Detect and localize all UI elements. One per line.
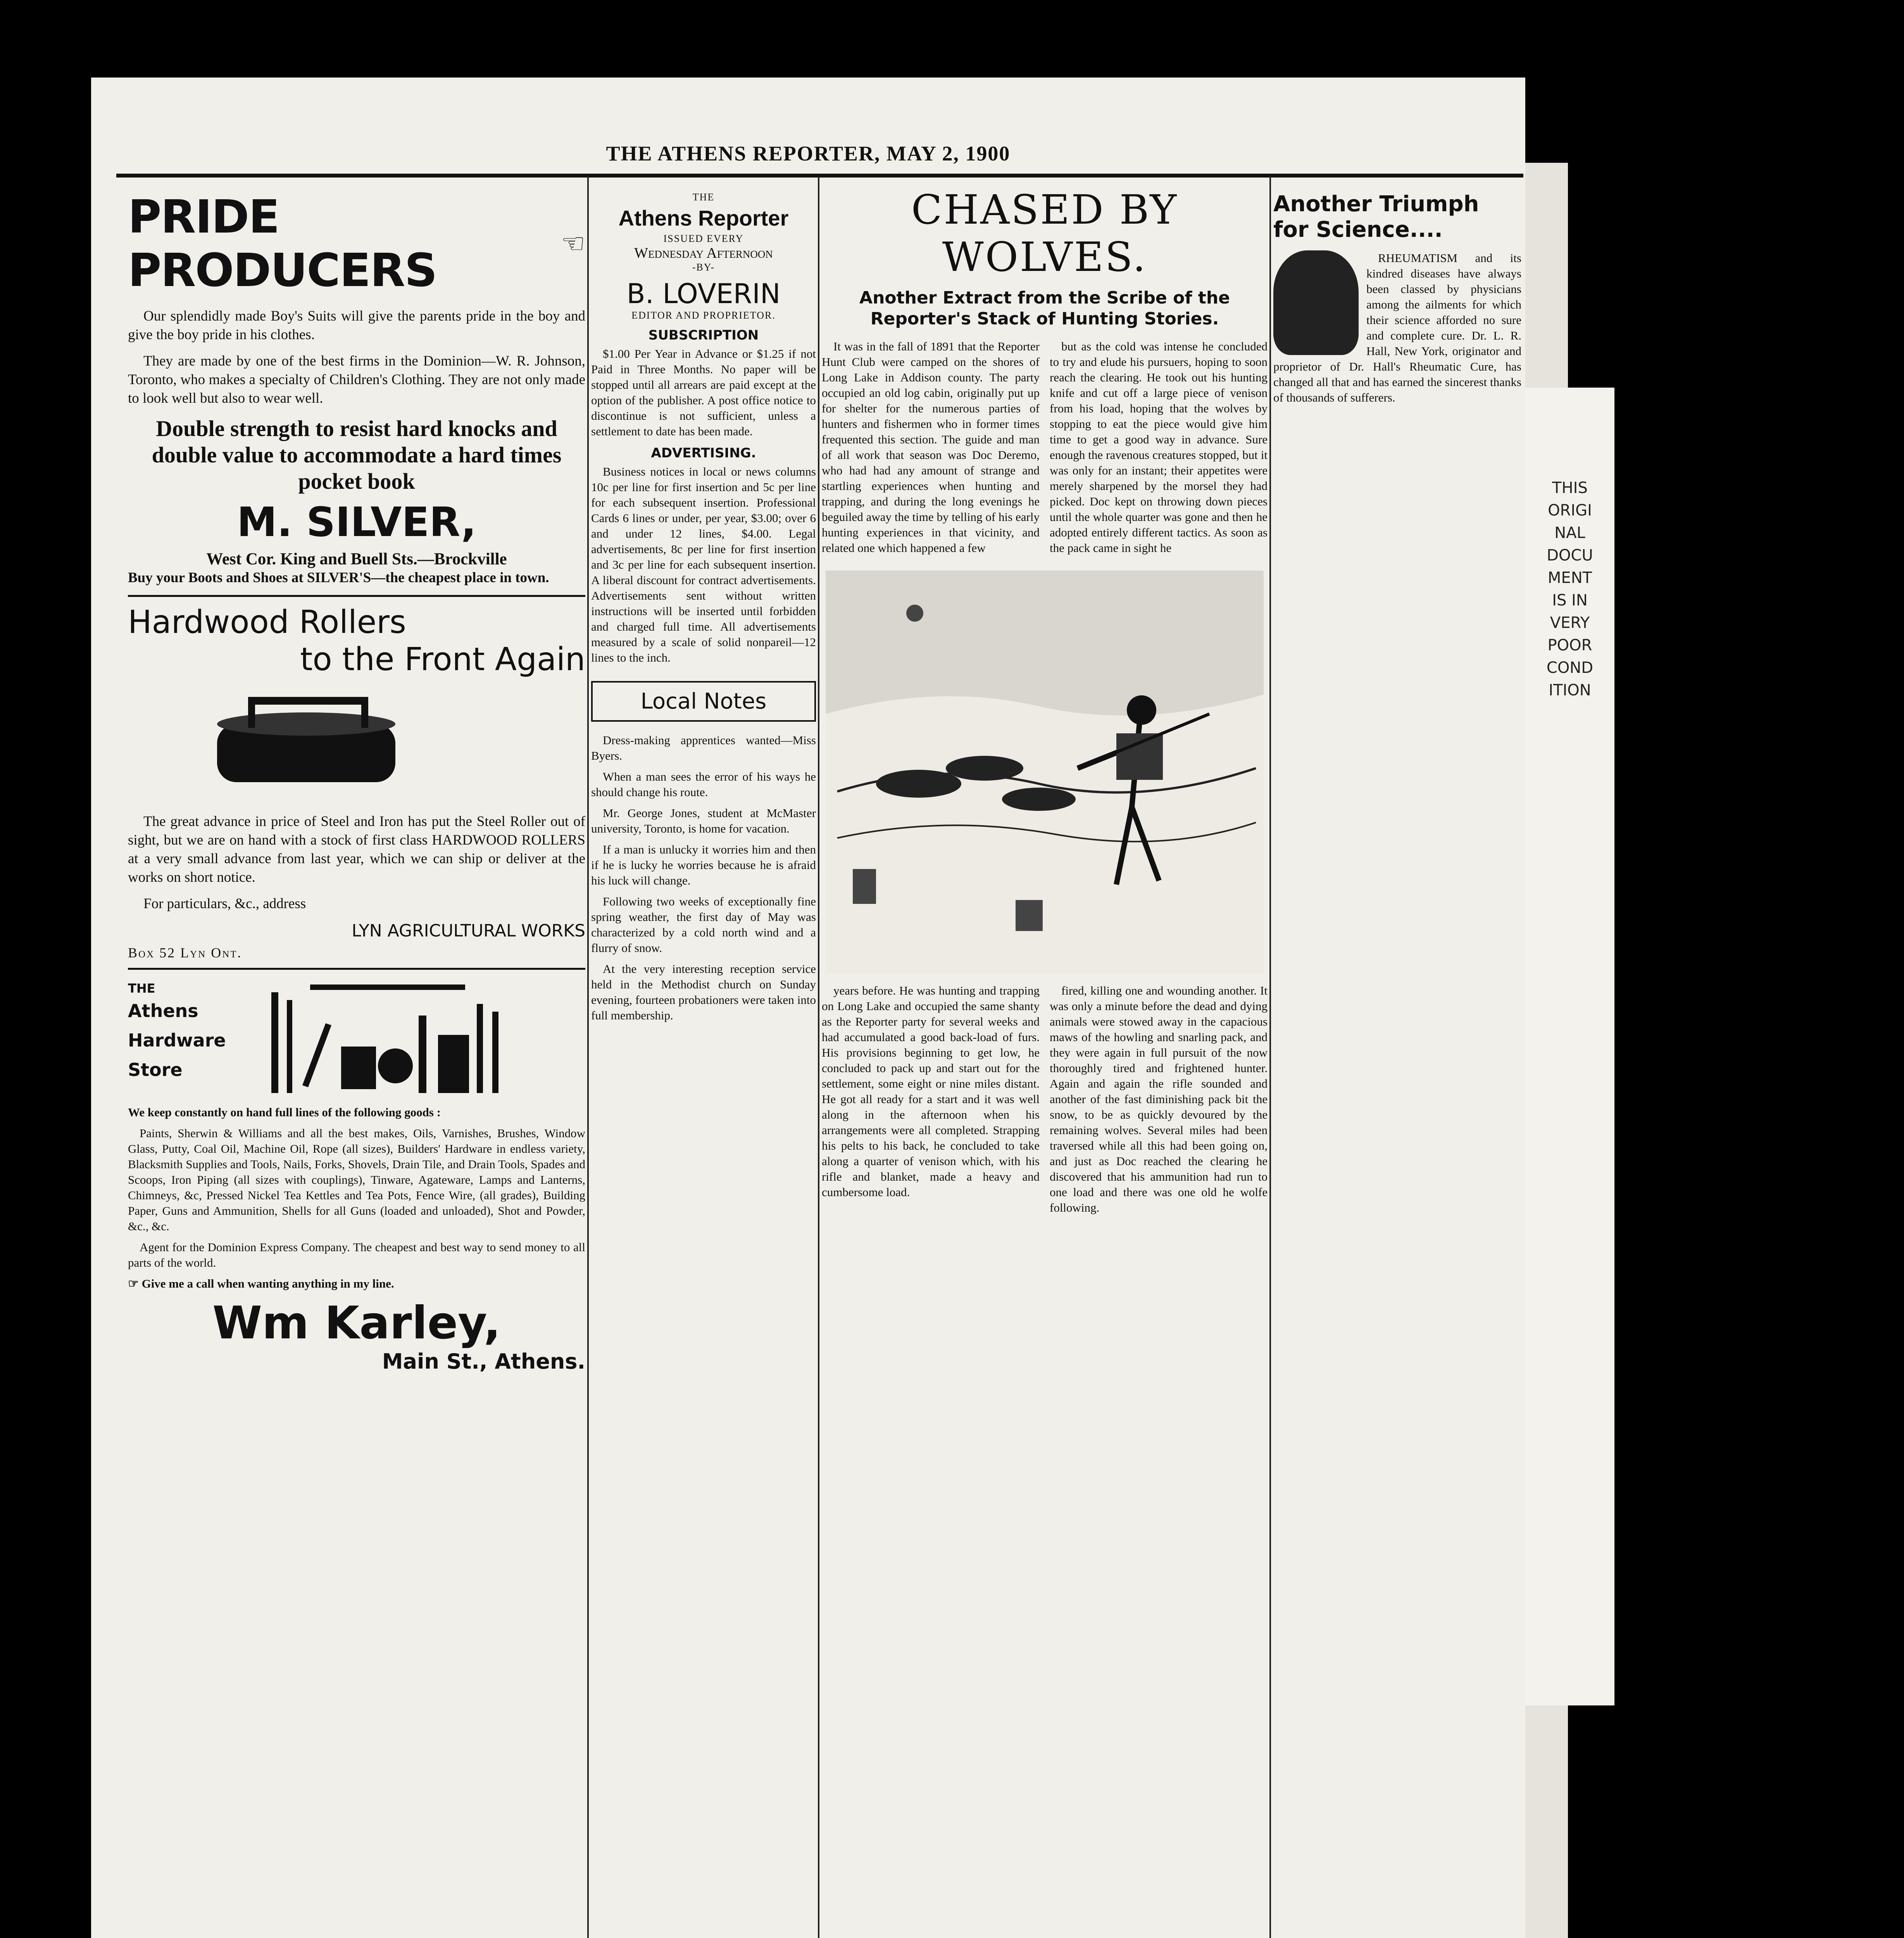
rollers-particulars: For particulars, &c., address [143, 896, 306, 912]
story-bottom-columns [822, 983, 1268, 1221]
local-notes-head: Local Notes [591, 681, 816, 722]
triumph-head-1: Another Triumph [1273, 191, 1479, 217]
subscription-head: SUBSCRIPTION [648, 328, 759, 343]
column-rule [587, 176, 589, 1938]
column-ads-left [128, 182, 585, 1938]
advertising-head: ADVERTISING. [651, 445, 756, 461]
condition-notice-strip [1525, 388, 1614, 1705]
hardware-call: ☞ Give me a call when wanting anything in my line. [128, 1277, 394, 1290]
lyn-works-name: LYN AGRICULTURAL WORKS [352, 921, 585, 941]
wm-karley-street: Main St., Athens. [382, 1349, 585, 1374]
column-wolves-story [822, 182, 1268, 1938]
local-note: Mr. George Jones, student at McMaster university, Toronto, is home for vacation. [591, 806, 816, 835]
masthead-rule [116, 174, 1523, 178]
hardware-tools-icon [264, 977, 512, 1105]
column-reporter-info [591, 182, 816, 1938]
hardware-intro: We keep constantly on hand full lines of the following goods : [128, 1105, 441, 1119]
editor-sub: EDITOR AND PROPRIETOR. [631, 310, 776, 321]
m-silver-address: West Cor. King and Buell Sts.—Brockville [206, 550, 507, 568]
local-note: If a man is unlucky it worries him and then if he is lucky he worries because he is afraid his luck will change. [591, 843, 816, 887]
wm-karley-name: Wm Karley, [212, 1297, 501, 1349]
pointing-hand-icon: ☞ [128, 1277, 139, 1290]
local-note: Dress-making apprentices wanted—Miss Byers. [591, 733, 816, 762]
reporter-day: Wednesday Afternoon [634, 245, 773, 261]
wolves-illustration [822, 567, 1268, 978]
reporter-the: THE [692, 191, 715, 203]
m-silver-name: M. SILVER, [237, 498, 476, 546]
lyn-box: Box 52 Lyn Ont. [128, 945, 242, 960]
local-note: Following two weeks of exceptionally fine spring weather, the first day of May was characterized by a cold north wind and a flurry of snow. [591, 895, 816, 955]
rollers-body: The great advance in price of Steel and Iron has put the Steel Roller out of sight, but we are on hand with a stock of first class HARDWOOD ROLLERS at a very small advance from last year, which we can ship or deliver at the works on short notice. [128, 814, 585, 885]
dr-hall-portrait-icon [1273, 250, 1359, 355]
story-para: years before. He was hunting and trapping on Long Lake and occupied the same shanty as the Reporter party for several weeks and had accumulated a good back-load of furs. His provisions beginning to get low, he concluded to pack up and start out for the settlement, some eight or nine miles distant. He got all ready for a start and it was well along in the afternoon when his arrangements were all completed. Strapping his pelts to his back, he concluded to take along a quarter of venison which, with his rifle and blanket, made a heavy and cumbersome load. [822, 984, 1040, 1199]
wolves-hunter-icon [822, 567, 1268, 978]
column-right-ads [1273, 182, 1521, 1938]
pride-producers-title: PRIDE PRODUCERS [128, 190, 437, 297]
roller-image-icon [202, 689, 419, 794]
column-rule [1269, 176, 1271, 1938]
story-para: fired, killing one and wounding another. It was only a minute before the dead and dying animals were stowed away in the capacious maws of the howling and snarling pack, and they were again in full pursuit of the now thoroughly tired and frightened hunter. Again and again the rifle sounded and another of the fast diminishing pack bit the snow, to be as quickly devoured by the remaining wolves. Several miles had been traversed while all this had been going on, and just as Doc reached the clearing he discovered that his ammunition had run to one load and there was one old he wolfe following. [1050, 984, 1268, 1214]
reporter-by: -BY- [692, 262, 715, 273]
advertising-text: Business notices in local or news columns 10c per line for first insertion and 5c per line for each subsequent insertion. Professional Cards 6 lines or under, per year, $3.00; over 6 and under 12 lines, $4.00. Legal advertisements, 8c per line for first insertion and 3c per line for each subsequent insertion. A liberal discount for contract advertisements. Advertisements sent without written instructions will be inserted until forbidden and charged full time. All advertisements measured by a scale of solid nonpareil—12 lines to the inch. [591, 465, 816, 664]
hardware-store-name: THE Athens Hardware Store [128, 981, 226, 1080]
rollers-title-2: to the Front Again [300, 641, 585, 678]
hardware-store-ad [128, 977, 585, 1105]
reporter-name: Athens Reporter [618, 206, 789, 230]
rollers-title-1: Hardwood Rollers [128, 604, 406, 641]
divider [128, 968, 585, 970]
pointing-hand-icon: ☜ [561, 229, 585, 259]
hardware-goods: Paints, Sherwin & Williams and all the best makes, Oils, Varnishes, Brushes, Window Glass, Putty, Coal Oil, Machine Oil, Rope (all sizes), Builders' Hardware in endless variety, Blacksmith Supplies and Tools, Nails, Forks, Shovels, Drain Tile, and Drain Tools, Spades and Scoops, Iron Piping (all sizes with couplings), Tinware, Agateware, Lamps and Lanterns, Chimneys, &c, Pressed Nickel Tea Kettles and Tea Pots, Fence Wire, (all grades), Building Paper, Guns and Ammunition, Shells for all Guns (loaded and unloaded), Shot and Powder, &c., &c. [128, 1126, 585, 1233]
subscription-text: $1.00 Per Year in Advance or $1.25 if not Paid in Three Months. No paper will be stopped until all arrears are paid except at the option of the publisher. A post office notice to discontinue is not sufficient, unless a settlement to date has been made. [591, 347, 816, 438]
editor-name: B. LOVERIN [626, 278, 781, 310]
story-top-columns [822, 339, 1268, 561]
triumph-head-2: for Science.... [1273, 217, 1443, 242]
story-para: but as the cold was intense he concluded to try and elude his pursuers, hoping to soon reach the clearing. He took out his hunting knife and cut off a large piece of venison from his load, hoping that the wolves by stopping to eat the piece would give him time to get a good way in advance. Sure enough the ravenous creatures stopped, but it was only for an instant; their appetites were merely sharpened by the morsel they had picked. Doc kept on throwing down pieces until the whole quarter was gone and then he adopted entirely different tactics. As soon as the pack came in sight he [1050, 340, 1268, 555]
roller-illustration [128, 689, 585, 802]
local-note: When a man sees the error of his ways he should change his route. [591, 770, 816, 799]
hardware-agent: Agent for the Dominion Express Company. The cheapest and best way to send money to all parts of the world. [128, 1240, 585, 1269]
condition-notice-text: THIS ORIGINAL DOCUMENT IS IN VERY POOR CONDITION [1546, 479, 1594, 699]
m-silver-boots: Buy your Boots and Shoes at SILVER'S—the cheapest place in town. [128, 570, 549, 586]
pride-para: Our splendidly made Boy's Suits will give the parents pride in the boy and give the boy pride in his clothes. [128, 308, 585, 343]
pride-tagline: Double strength to resist hard knocks and double value to accommodate a hard times pocket book [152, 416, 562, 494]
story-title: CHASED BY WOLVES. [911, 186, 1178, 281]
local-note: At the very interesting reception service held in the Methodist church on Sunday evening, fourteen probationers were taken into full membership. [591, 962, 816, 1022]
story-para: It was in the fall of 1891 that the Reporter Hunt Club were camped on the shores of Long Lake in Addison county. The party occupied an old log cabin, originally put up for shelter for the numerous parties of hunters and fishermen who in former times frequented this section. The guide and man of all work that season was Doc Deremo, who had had any amount of strange and startling experiences when hunting and trapping, and during the long evenings he beguiled away the time by telling of his early hunting experiences in that vicinity, and related one which happened a few [822, 340, 1040, 555]
story-subtitle: Another Extract from the Scribe of the Reporter's Stack of Hunting Stories. [859, 288, 1230, 329]
masthead: THE ATHENS REPORTER, MAY 2, 1900 [606, 142, 1011, 165]
reporter-issued: ISSUED EVERY [663, 233, 744, 244]
pride-para: They are made by one of the best firms in the Dominion—W. R. Johnson, Toronto, who makes a specialty of Children's Clothing. They are not only made to look well but also to wear well. [128, 353, 585, 406]
divider [128, 595, 585, 597]
column-rule [818, 176, 819, 1938]
triumph-body: RHEUMATISM and its kindred diseases have always been classed by physicians among the ailments for which their science afforded no sure and complete cure. Dr. L. R. Hall, New York, originator and proprietor of Dr. Hall's Rheumatic Cure, has changed all that and has earned the sincerest thanks of thousands of sufferers. [1273, 251, 1521, 404]
